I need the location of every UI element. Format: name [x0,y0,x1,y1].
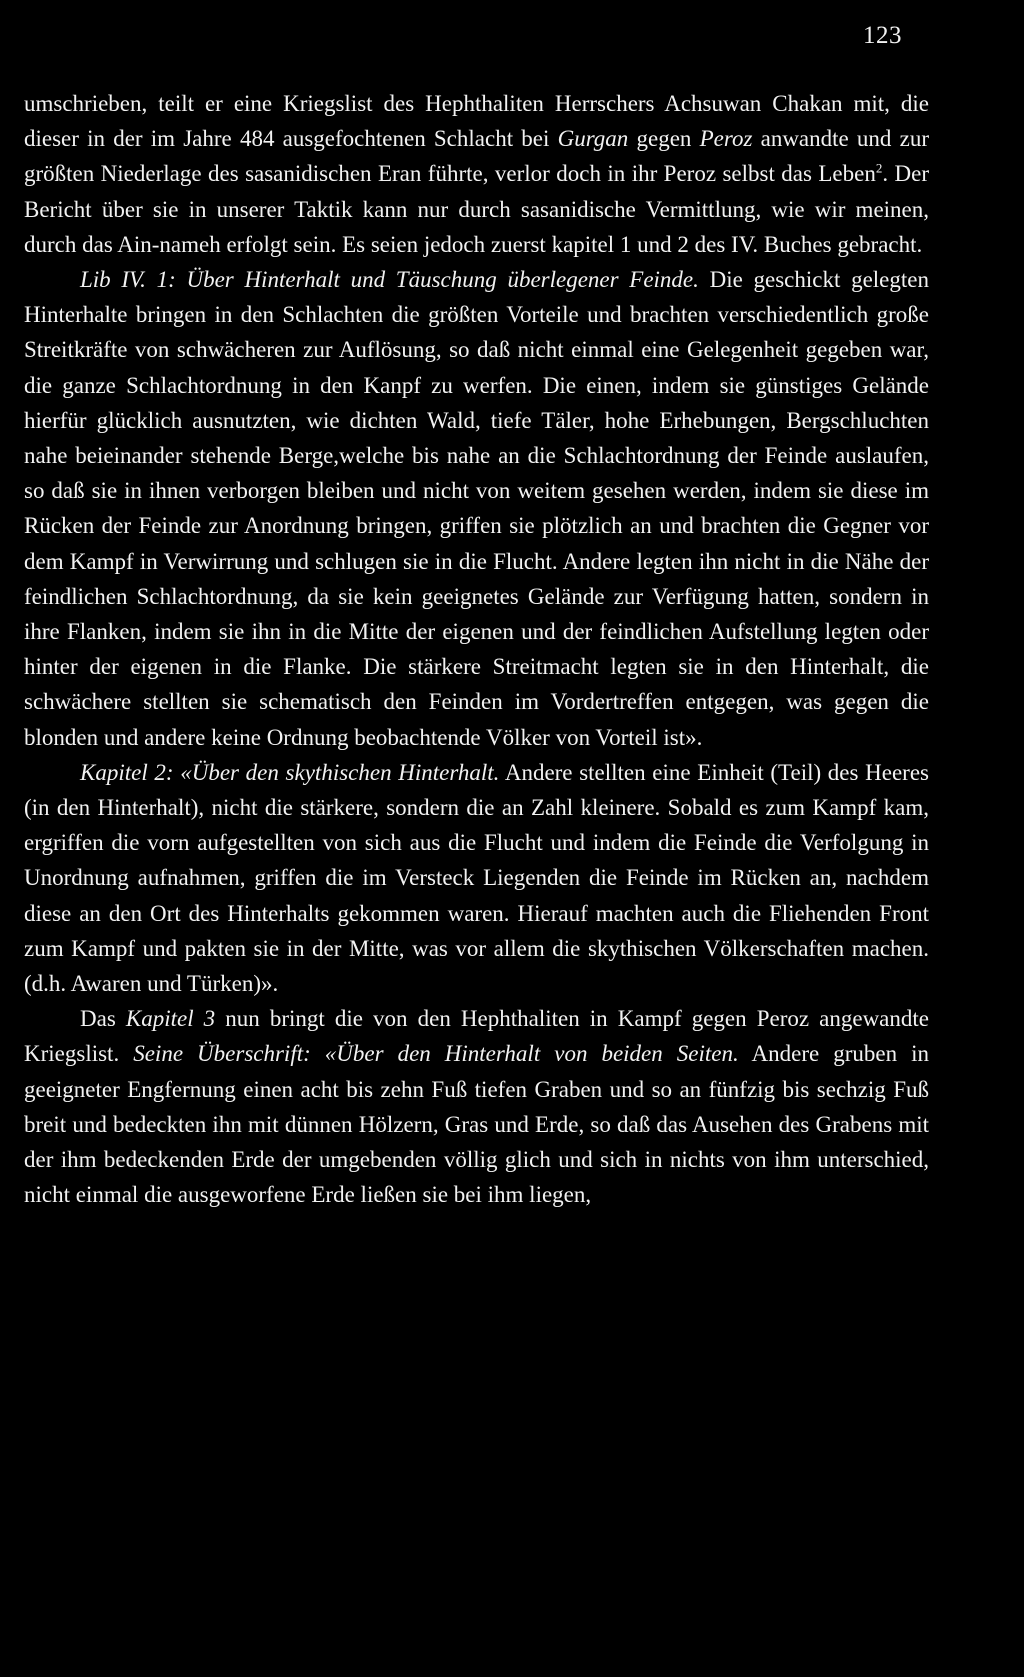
place-gurgan: Gurgan [557,126,629,152]
ref-kapitel-3: Kapitel 3 [125,1006,216,1032]
paragraph-3 [24,755,929,1001]
p4-text-c: Andere gruben in geeigneter Engfernung einen acht bis zehn Fuß tiefen Graben und so an fünfzig bis sechzig Fuß breit und bedeckten ihn mit dünnen Hölzern, Gras und Erde, so daß das Ausehen des Grabens mit der ihm bedeckenden Erde der umgebenden völlig glich und sich in nichts von ihm unterschied, nicht einmal die ausgeworfene Erde ließen sie bei ihm liegen, [24,1041,929,1208]
section-heading-kapitel-2: Kapitel 2: «Über den skythischen Hinterhalt. [80,759,500,785]
page-number: 123 [863,22,902,49]
section-heading-kapitel-3: Seine Überschrift: «Über den Hinterhalt von beiden Seiten. [133,1041,739,1067]
p2-text: Die geschickt gelegten Hinterhalte bringen in den Schlachten die größten Vorteile und brachten verschiedentlich große Streitkräfte von schwächeren zur Auflösung, so daß nicht einmal eine Gelegenheit gegeben war, die ganze Schlachtordnung in den Kanpf zu werfen. Die einen, indem sie günstiges Gelände hierfür glücklich ausnutzten, wie dichten Wald, tiefe Täler, hohe Erhebungen, Bergschluchten nahe beieinander stehende Berge,welche bis nahe an die Schlachtordnung der Feinde auslaufen, so daß sie in ihnen verborgen bleiben und nicht von weitem gesehen werden, indem sie diese im Rücken der Feinde zur Anordnung bringen, griffen sie plötzlich an und brachten die Gegner vor dem Kampf in Verwirrung und schlugen sie in die Flucht. Andere legten ihn nicht in die Nähe der feindlichen Schlachtordnung, da sie kein geeignetes Gelände zur Verfügung hatten, sondern in ihre Flanken, indem sie ihn in die Mitte der eigenen und der feindlichen Aufstellung legten oder hinter der eigenen in die Flanke. Die stärkere Streitmacht legten sie in den Hinterhalt, die schwächere stellten sie schematisch den Feinden im Vordertreffen entgegen, was gegen die blonden und andere keine Ordnung beobachtende Völker von Vorteil ist». [24,267,929,750]
p4-text-b: nun bringt die von den Hephthaliten in Kampf gegen Peroz angewandte Kriegslist. [24,1006,929,1067]
body-text [24,86,929,1213]
paragraph-4 [24,1001,929,1212]
p1-text-a: umschrieben, teilt er eine Kriegslist des Hephthaliten Herrschers Achsuwan Chakan mit, die dieser in der im Jahre 484 ausgefochtenen Schlacht bei [24,91,929,152]
name-peroz: Peroz [699,126,753,152]
p3-text: Andere stellten eine Einheit (Teil) des Heeres (in den Hinterhalt), nicht die stärkere, sondern die an Zahl kleinere. Sobald es zum Kampf kam, ergriffen die vorn aufgestellten von sich aus die Flucht und indem die Feinde die Verfolgung in Unordnung aufnahmen, griffen die im Versteck Liegenden die Feinde im Rücken an, nachdem diese an den Ort des Hinterhalts gekommen waren. Hierauf machten auch die Fliehenden Front zum Kampf und pakten sie in der Mitte, was vor allem die skythischen Völkerschaften machen. (d.h. Awaren und Türken)». [24,759,929,997]
p1-text-c: anwandte und zur größten Niederlage des sasanidischen Eran führte, verlor doch in ihr Peroz selbst das Leben [24,126,929,187]
paragraph-2 [24,262,929,755]
footnote-marker: 2 [875,160,883,176]
p4-text-a: Das [80,1006,126,1032]
section-heading-lib-iv-1: Lib IV. 1: Über Hinterhalt und Täuschung überlegener Feinde. [80,267,699,293]
p1-text-d: . Der Bericht über sie in unserer Taktik kann nur durch sasanidische Vermittlung, wie wir meinen, durch das Ain-nameh erfolgt sein. Es seien jedoch zuerst kapitel 1 und 2 des IV. Buches gebracht. [24,161,929,257]
p1-text-b: gegen [628,126,700,152]
paragraph-1 [24,86,929,262]
